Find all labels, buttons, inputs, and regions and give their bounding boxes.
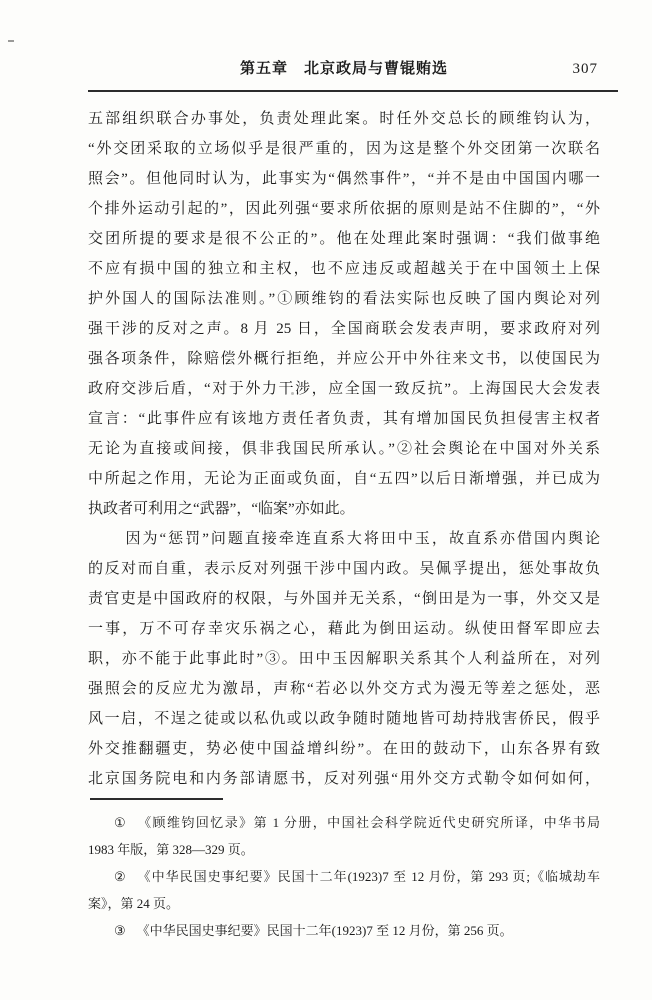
body-line: 一事，万不可存幸灾乐祸之心，藉此为倒田运动。纵使田督军即应去 <box>88 621 600 637</box>
body-line: 强各项条件，除赔偿外概行拒绝，并应公开中外往来文书，以使国民为 <box>88 351 600 367</box>
body-text <box>88 104 600 794</box>
body-line: 中所起之作用，无论为正面或负面，自“五四”以后日渐增强，并已成为 <box>88 471 600 487</box>
footnote-line: 1983 年版，第 328—329 页。 <box>88 842 254 857</box>
body-line: 职，亦不能于此事此时”③。田中玉因解职关系其个人利益所在，对列 <box>88 651 600 667</box>
footnotes <box>88 809 600 944</box>
body-line: 政府交涉后盾，“对于外力干涉，应全国一致反抗”。上海国民大会发表 <box>88 381 600 397</box>
body-line: 执政者可利用之“武器”，“临案”亦如此。 <box>88 501 355 517</box>
body-line: 不应有损中国的独立和主权，也不应违反或超越关于在中国领土上保 <box>88 261 600 277</box>
body-line: 的反对而自重，表示反对列强干涉中国内政。吴佩孚提出，惩处事故负 <box>88 561 600 577</box>
footnote-text: 《中华民国史事纪要》民国十二年(1923)7 至 12 月份，第 256 页。 <box>136 923 513 938</box>
footnote-text: 《顾维钧回忆录》第 1 分册，中国社会科学院近代史研究所译，中华书局 <box>138 815 600 830</box>
body-line: 风一启，不逞之徒或以私仇或以政争随时随地皆可劫持戕害侨民，假乎 <box>88 711 600 727</box>
footnote-marker: ③ <box>114 923 126 938</box>
header-rule <box>88 90 618 92</box>
footnote-line <box>88 809 600 836</box>
footnote-line: 案》，第 24 页。 <box>88 896 180 911</box>
body-line: 宣言：“此事件应有该地方责任者负责，其有增加国民负担侵害主权者 <box>88 411 600 427</box>
footnote-marker: ② <box>114 869 127 884</box>
body-line: 五部组织联合办事处，负责处理此案。时任外交总长的顾维钧认为， <box>88 111 600 127</box>
body-line: 个排外运动引起的”，因此列强“要求所依据的原则是站不住脚的”，“外 <box>88 201 600 217</box>
body-line: 责官吏是中国政府的权限，与外国并无关系，“倒田是为一事，外交又是 <box>88 591 600 607</box>
footnote-marker: ① <box>114 815 128 830</box>
body-line: 外交推翻疆吏，势必使中国益增纠纷”。在田的鼓动下，山东各界有致 <box>88 741 600 757</box>
footnote-line <box>88 917 600 944</box>
body-line: 无论为直接或间接，俱非我国民所承认。”②社会舆论在中国对外关系 <box>88 441 600 457</box>
page-number: 307 <box>572 61 598 77</box>
body-line: 护外国人的国际法准则。”①顾维钧的看法实际也反映了国内舆论对列 <box>88 291 600 307</box>
footnote-rule <box>90 798 223 800</box>
body-line: 交团所提的要求是很不公正的”。他在处理此案时强调：“我们做事绝 <box>88 231 600 247</box>
chapter-title: 第五章 北京政局与曹锟贿选 <box>239 61 448 77</box>
running-head <box>88 57 600 81</box>
footnote-text: 《中华民国史事纪要》民国十二年(1923)7 至 12 月份，第 293 页;《临城劫车 <box>137 869 600 884</box>
body-line: 强照会的反应尤为激昂，声称“若必以外交方式为漫无等差之惩处，恶 <box>88 681 600 697</box>
body-line: 北京国务院电和内务部请愿书，反对列强“用外交方式勒令如何如何， <box>88 771 600 787</box>
body-line: 强干涉的反对之声。8 月 25 日，全国商联会发表声明，要求政府对列 <box>88 321 600 337</box>
body-line: 照会”。但他同时认为，此事实为“偶然事件”，“并不是由中国国内哪一 <box>88 171 600 187</box>
footnote-line <box>88 863 600 890</box>
body-line: 因为“惩罚”问题直接牵连直系大将田中玉，故直系亦借国内舆论 <box>125 531 600 547</box>
body-line: “外交团采取的立场似乎是很严重的，因为这是整个外交团第一次联名 <box>88 141 600 157</box>
scan-speck <box>8 40 14 42</box>
